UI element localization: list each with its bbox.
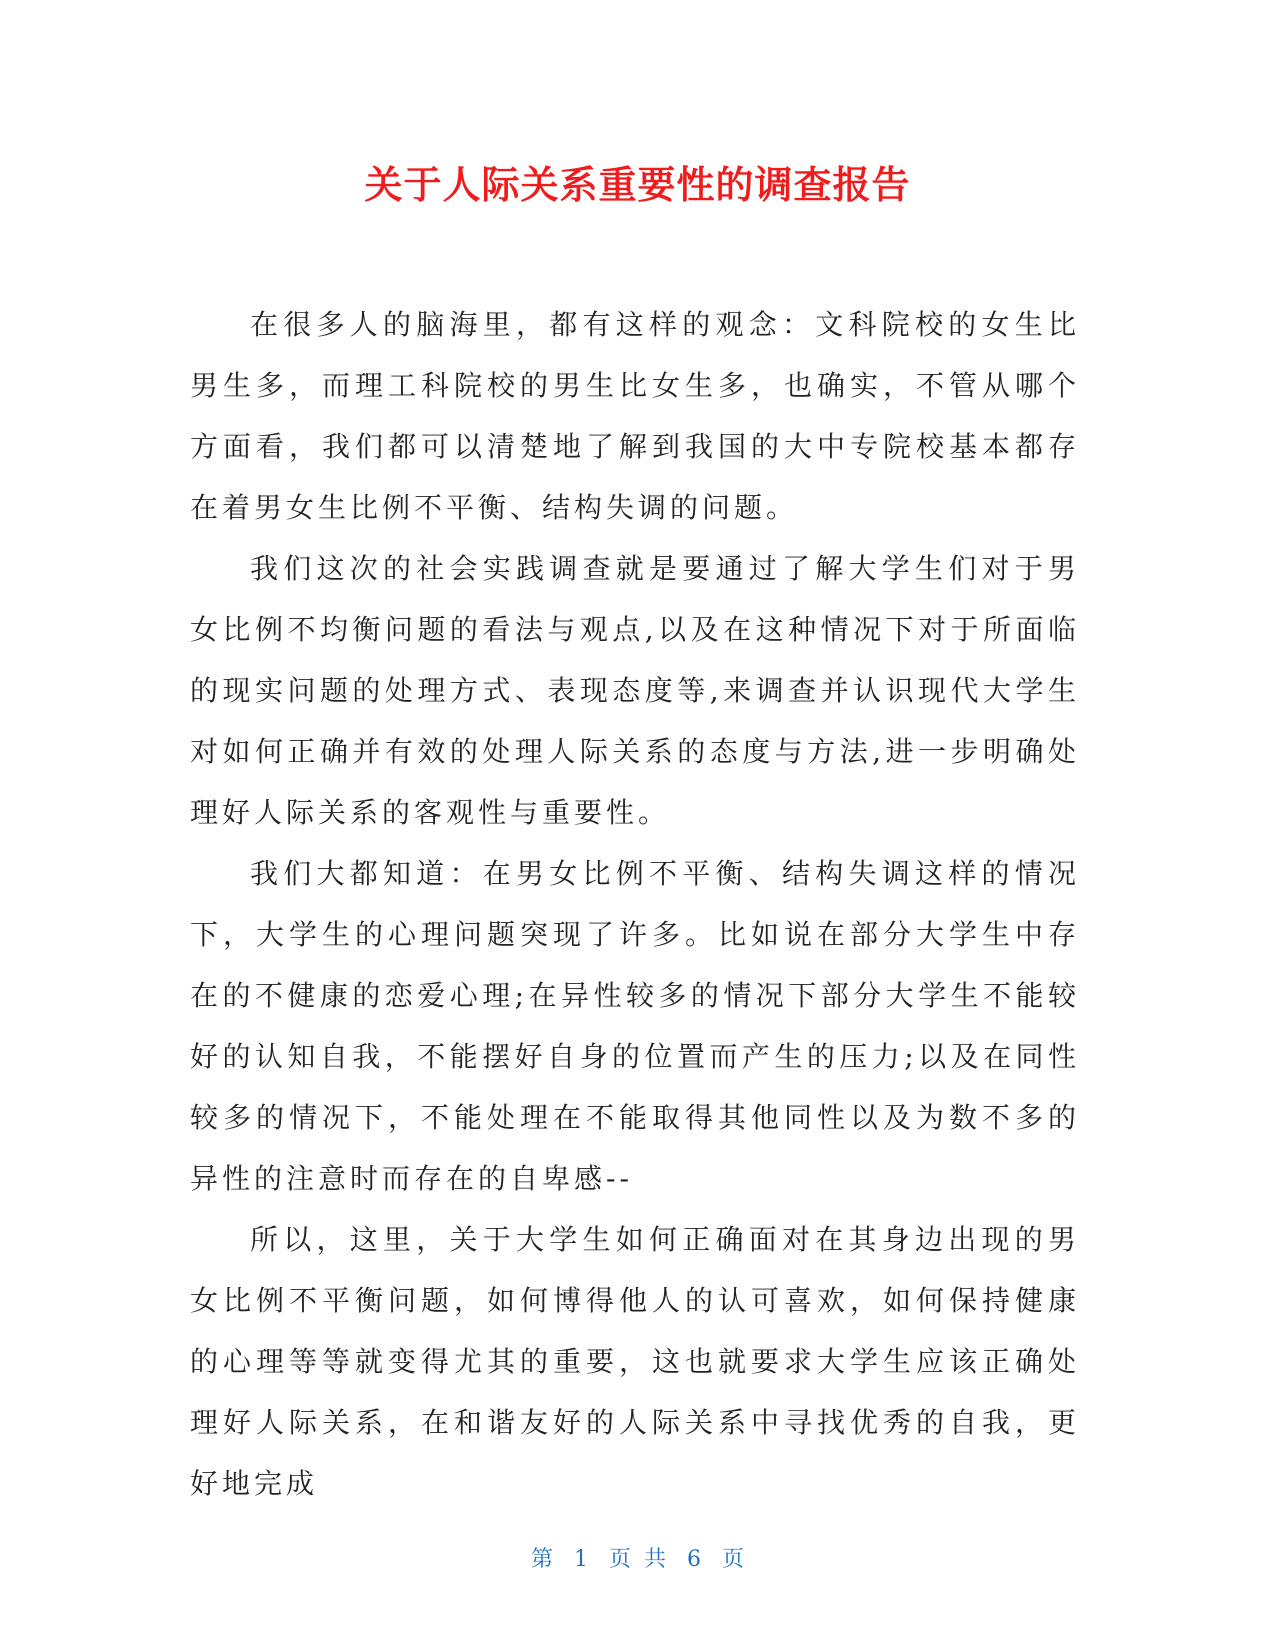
- document-body: [190, 294, 1080, 1514]
- paragraph: 我们大都知道：在男女比例不平衡、结构失调这样的情况下，大学生的心理问题突现了许多。比如说在部分大学生中存在的不健康的恋爱心理;在异性较多的情况下部分大学生不能较好的认知自我，不能摆好自身的位置而产生的压力;以及在同性较多的情况下，不能处理在不能取得其他同性以及为数不多的异性的注意时而存在的自卑感--: [190, 857, 1080, 1195]
- page-footer: [0, 1545, 1275, 1575]
- footer-label-page: 第: [530, 1547, 553, 1572]
- footer-label-pages: 页: [722, 1547, 745, 1572]
- footer-label-of: 页 共: [609, 1547, 666, 1572]
- document-title: 关于人际关系重要性的调查报告: [364, 163, 911, 207]
- paragraph: 所以，这里，关于大学生如何正确面对在其身边出现的男女比例不平衡问题，如何博得他人的认可喜欢，如何保持健康的心理等等就变得尤其的重要，这也就要求大学生应该正确处理好人际关系，在和谐友好的人际关系中寻找优秀的自我，更好地完成: [190, 1223, 1080, 1500]
- paragraph: 我们这次的社会实践调查就是要通过了解大学生们对于男女比例不均衡问题的看法与观点,以及在这种情况下对于所面临的现实问题的处理方式、表现态度等,来调查并认识现代大学生对如何正确并有效的处理人际关系的态度与方法,进一步明确处理好人际关系的客观性与重要性。: [190, 552, 1080, 829]
- footer-current-page: 1: [574, 1547, 588, 1572]
- footer-total-pages: 6: [687, 1547, 701, 1572]
- paragraph: 在很多人的脑海里，都有这样的观念：文科院校的女生比男生多，而理工科院校的男生比女生多，也确实，不管从哪个方面看，我们都可以清楚地了解到我国的大中专院校基本都存在着男女生比例不平衡、结构失调的问题。: [190, 308, 1080, 524]
